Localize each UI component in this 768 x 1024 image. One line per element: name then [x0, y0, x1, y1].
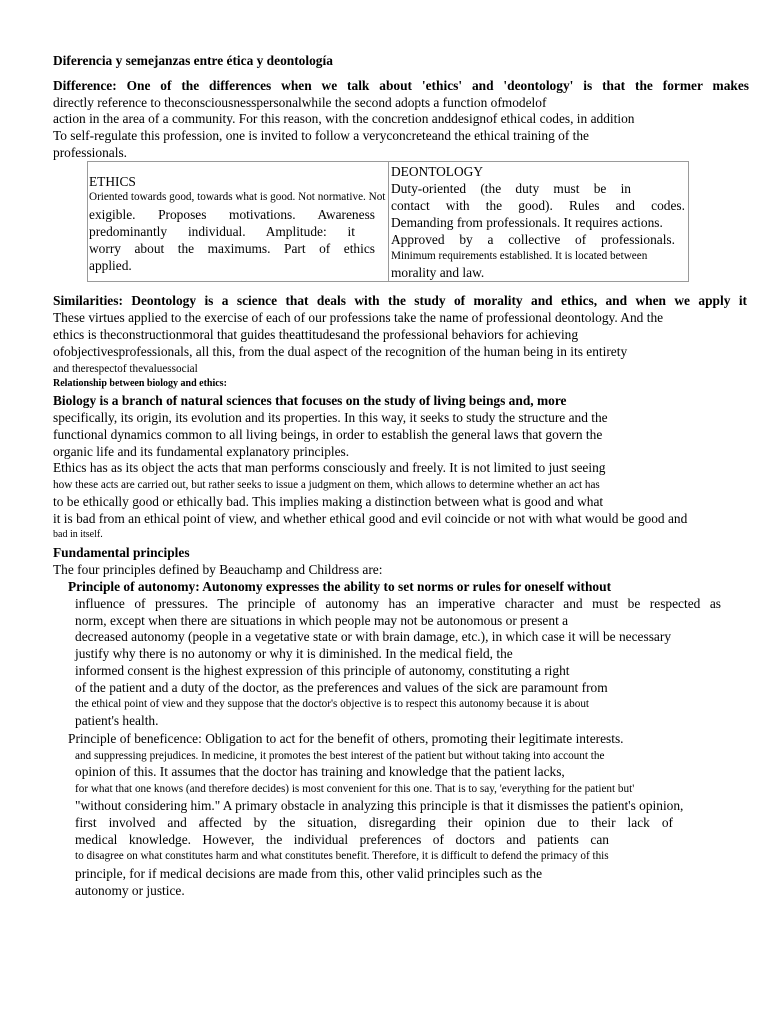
ethics-line: worry about the maximums. Part of ethics	[89, 241, 375, 256]
difference-heading-line: Difference: One of the differences when we talk about 'ethics' and 'deontology' is that the former makes	[53, 78, 749, 93]
difference-line: To self-regulate this profession, one is invited to follow a veryconcreteand the ethical training of the	[53, 128, 590, 143]
document-title: Diferencia y semejanzas entre ética y deontología	[53, 53, 333, 68]
relationship-heading: Relationship between biology and ethics:	[53, 378, 227, 389]
similarities-line: and therespectof thevaluessocial	[53, 363, 198, 375]
deontology-heading: DEONTOLOGY	[391, 164, 483, 179]
beneficence-line: first involved and affected by the situation, disregarding their opinion due to their lack of	[75, 815, 673, 830]
difference-line: professionals.	[53, 145, 128, 160]
beneficence-line: opinion of this. It assumes that the doctor has training and knowledge that the patient lacks,	[75, 764, 565, 779]
autonomy-line: the ethical point of view and they suppose that the doctor's objective is to respect this autonomy because it is about	[75, 698, 590, 710]
autonomy-line: justify why there is no autonomy or why it is diminished. In the medical field, the	[75, 646, 513, 661]
ethics-cell	[88, 162, 389, 282]
autonomy-heading-line: Principle of autonomy: Autonomy expresses the ability to set norms or rules for oneself without	[68, 579, 612, 594]
autonomy-line: influence of pressures. The principle of autonomy has an imperative character and must be respected as	[75, 596, 721, 611]
fundamental-intro: The four principles defined by Beauchamp and Childress are:	[53, 562, 383, 577]
biology-line: specifically, its origin, its evolution and its properties. In this way, it seeks to study the structure and the	[53, 410, 608, 425]
deontology-line: contact with the good). Rules and codes.	[391, 198, 685, 213]
ethics-line: exigible. Proposes motivations. Awareness	[89, 207, 375, 222]
beneficence-line: principle, for if medical decisions are made from this, other valid principles such as the	[75, 866, 543, 881]
autonomy-line: patient's health.	[75, 713, 159, 728]
beneficence-line: to disagree on what constitutes harm and what constitutes benefit. Therefore, it is difficult to defend the primacy of this	[75, 850, 609, 862]
autonomy-line: informed consent is the highest expression of this principle of autonomy, constituting a right	[75, 663, 570, 678]
deontology-line: Demanding from professionals. It requires actions.	[391, 215, 663, 230]
difference-line: directly reference to theconsciousnesspersonalwhile the second adopts a function ofmodelof	[53, 95, 547, 110]
similarities-line: ofobjectivesprofessionals, all this, from the dual aspect of the recognition of the human being in its entirety	[53, 344, 628, 359]
biology-line: bad in itself.	[53, 529, 103, 540]
autonomy-line: of the patient and a duty of the doctor, as the preferences and values of the sick are paramount from	[75, 680, 608, 695]
deontology-line: morality and law.	[391, 265, 485, 280]
difference-line: action in the area of a community. For this reason, with the concretion anddesignof ethical codes, in addition	[53, 111, 635, 126]
deontology-line: Approved by a collective of professionals.	[391, 232, 675, 247]
biology-line: functional dynamics common to all living beings, in order to establish the general laws that govern the	[53, 427, 603, 442]
biology-line: organic life and its fundamental explanatory principles.	[53, 444, 350, 459]
biology-heading-line: Biology is a branch of natural sciences that focuses on the study of living beings and, more	[53, 393, 567, 408]
biology-line: how these acts are carried out, but rather seeks to issue a judgment on them, which allows to determine whether an act has	[53, 479, 600, 491]
fundamental-heading: Fundamental principles	[53, 545, 190, 560]
deontology-line: Duty-oriented (the duty must be in	[391, 181, 631, 196]
beneficence-line: "without considering him." A primary obstacle in analyzing this principle is that it dismisses the patient's opinion,	[75, 798, 684, 813]
ethics-line: Oriented towards good, towards what is good. Not normative. Not	[89, 191, 386, 203]
deontology-line: Minimum requirements established. It is located between	[391, 250, 648, 262]
beneficence-line: for what that one knows (and therefore decides) is most convenient for this one. That is to say, 'everything for the patient but'	[75, 783, 635, 795]
ethics-line: applied.	[89, 258, 132, 273]
beneficence-line: and suppressing prejudices. In medicine, it promotes the best interest of the patient but without taking into account the	[75, 750, 605, 762]
beneficence-line: autonomy or justice.	[75, 883, 185, 898]
deontology-cell	[389, 162, 689, 282]
similarities-heading-line: Similarities: Deontology is a science that deals with the study of morality and ethics, and when we apply it	[53, 293, 747, 308]
autonomy-line: decreased autonomy (people in a vegetative state or with brain damage, etc.), in which case it will be necessary	[75, 629, 672, 644]
autonomy-line: norm, except when there are situations in which people may not be autonomous or present a	[75, 613, 569, 628]
similarities-line: These virtues applied to the exercise of each of our professions take the name of professional deontology. And the	[53, 310, 664, 325]
ethics-deontology-table	[87, 161, 689, 282]
beneficence-line: medical knowledge. However, the individual preferences of doctors and patients can	[75, 832, 609, 847]
biology-line: to be ethically good or ethically bad. This implies making a distinction between what is good and what	[53, 494, 604, 509]
ethics-line: predominantly individual. Amplitude: it	[89, 224, 355, 239]
beneficence-heading-line: Principle of beneficence: Obligation to act for the benefit of others, promoting their legitimate interests.	[68, 731, 624, 746]
similarities-line: ethics is theconstructionmoral that guides theattitudesand the professional behaviors for achieving	[53, 327, 579, 342]
biology-line: Ethics has as its object the acts that man performs consciously and freely. It is not limited to just seeing	[53, 460, 606, 475]
ethics-heading: ETHICS	[89, 174, 136, 189]
biology-line: it is bad from an ethical point of view, and whether ethical good and evil coincide or not with what would be good and	[53, 511, 688, 526]
